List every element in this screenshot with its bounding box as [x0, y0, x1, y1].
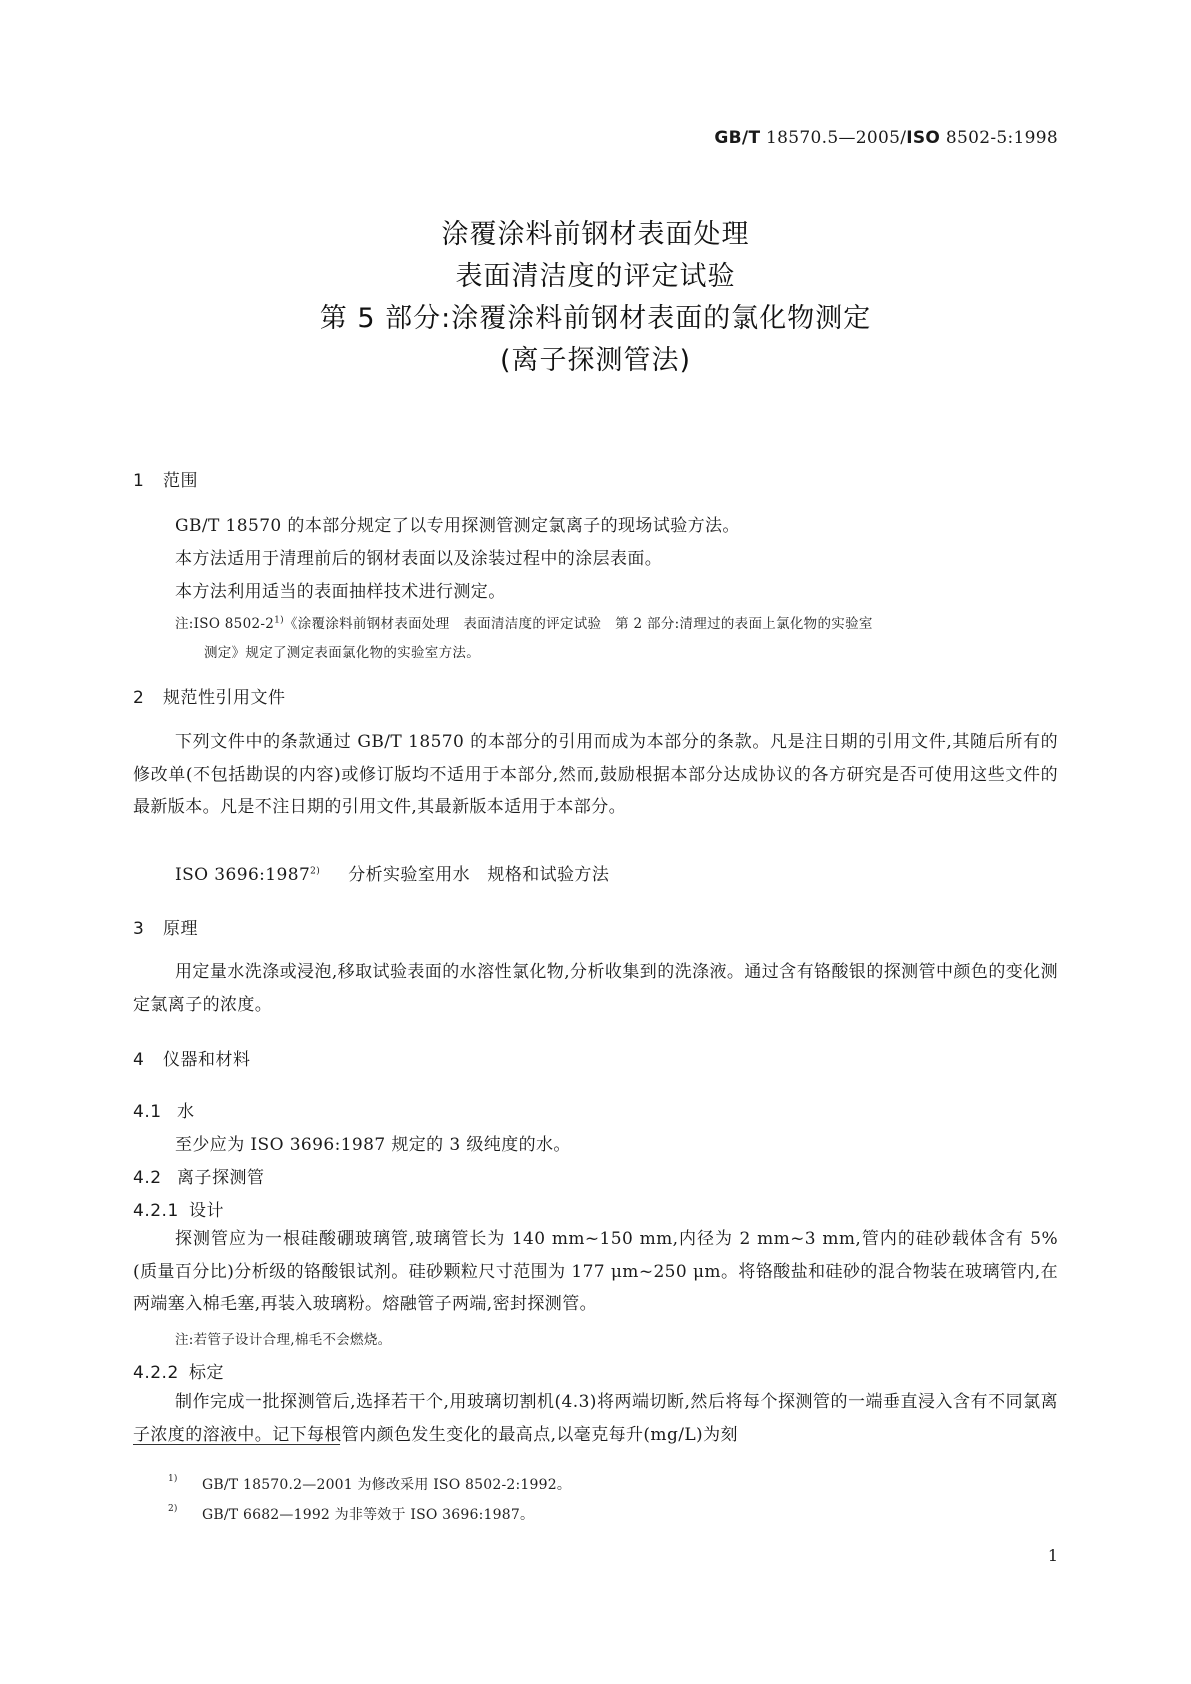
section-2-heading: 2 规范性引用文件	[133, 688, 286, 708]
page-number: 1	[1047, 1546, 1058, 1565]
section-4-2-1-note: 注:若管子设计合理,棉毛不会燃烧。	[175, 1332, 392, 1348]
section-2-paragraph: 下列文件中的条款通过 GB/T 18570 的本部分的引用而成为本部分的条款。凡是注日期的引用文件,其随后所有的修改单(不包括勘误的内容)或修订版均不适用于本部分,然而,鼓励根据本部分达成协议的各方研究是否可使用这些文件的最新版本。凡是不注日期的引用文件,其最新版本适用于本部分。	[133, 732, 1058, 817]
section-3-heading: 3 原理	[133, 919, 198, 939]
section-1-para-2: 本方法适用于清理前后的钢材表面以及涂装过程中的涂层表面。	[175, 549, 663, 569]
title-line-1: 涂覆涂料前钢材表面处理	[441, 219, 750, 250]
section-4-1-heading: 4.1 水	[133, 1102, 195, 1122]
title-line-4: (离子探测管法)	[499, 345, 692, 376]
section-1-para-1: GB/T 18570 的本部分规定了以专用探测管测定氯离子的现场试验方法。	[175, 516, 740, 536]
section-1-para-3: 本方法利用适当的表面抽样技术进行测定。	[175, 582, 506, 602]
section-4-1-text: 至少应为 ISO 3696:1987 规定的 3 级纯度的水。	[175, 1135, 571, 1155]
section-4-2-2-heading: 4.2.2 标定	[133, 1363, 224, 1383]
section-1-note-line-2: 测定》规定了测定表面氯化物的实验室方法。	[204, 645, 480, 661]
footnote-2: 2) GB/T 6682—1992 为非等效于 ISO 3696:1987。	[168, 1504, 535, 1523]
title-line-2: 表面清洁度的评定试验	[455, 261, 736, 292]
standard-code: GB/T 18570.5—2005/ISO 8502-5:1998	[714, 128, 1058, 148]
section-1-heading: 1 范围	[133, 471, 198, 491]
section-4-2-heading: 4.2 离子探测管	[133, 1168, 265, 1188]
section-4-heading: 4 仪器和材料	[133, 1050, 251, 1070]
section-1-note: 注:ISO 8502-2$^{1)}$《涂覆涂料前钢材表面处理 表面清洁度的评定试验 第 2 部分:清理过的表面上氯化物的实验室	[175, 615, 873, 632]
section-4-2-1-paragraph: 探测管应为一根硅酸硼玻璃管,玻璃管长为 140 mm~150 mm,内径为 2 mm~3 mm,管内的硅砂载体含有 5%(质量百分比)分析级的铬酸银试剂。硅砂颗粒尺寸范围为 177 μm~250 μm。将铬酸盐和硅砂的混合物装在玻璃管内,在两端塞入棉毛塞,再装入玻璃粉。熔融管子两端,密封探测管。	[133, 1229, 1058, 1314]
section-3-paragraph: 用定量水洗涤或浸泡,移取试验表面的水溶性氯化物,分析收集到的洗涤液。通过含有铬酸银的探测管中颜色的变化测定氯离子的浓度。	[133, 962, 1058, 1015]
section-4-2-1-heading: 4.2.1 设计	[133, 1201, 224, 1221]
footnote-separator	[133, 1444, 340, 1445]
section-4-2-2-paragraph: 制作完成一批探测管后,选择若干个,用玻璃切割机(4.3)将两端切断,然后将每个探测管的一端垂直浸入含有不同氯离子浓度的溶液中。记下每根管内颜色发生变化的最高点,以毫克每升(mg/L)为刻	[133, 1392, 1058, 1445]
footnote-1: 1) GB/T 18570.2—2001 为修改采用 ISO 8502-2:1992。	[168, 1474, 572, 1493]
title-line-3: 第 5 部分:涂覆涂料前钢材表面的氯化物测定	[319, 303, 872, 334]
normative-reference: ISO 3696:1987$^{2)}$ 分析实验室用水 规格和试验方法	[175, 865, 610, 885]
